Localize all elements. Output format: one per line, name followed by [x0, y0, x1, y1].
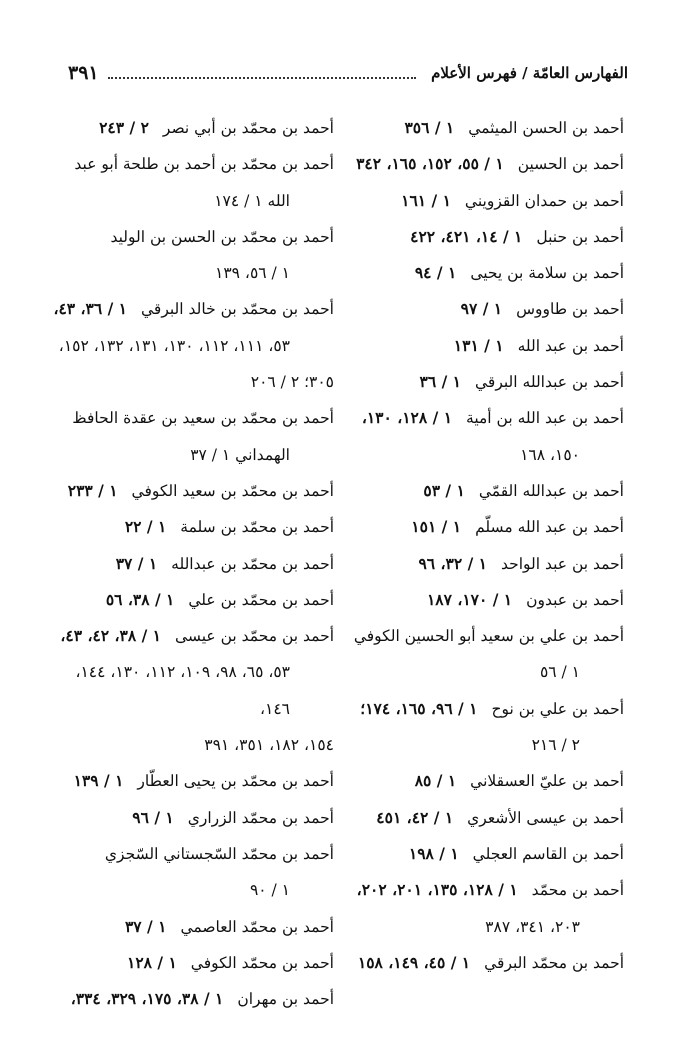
entry-name: أحمد بن علي بن سعيد أبو الحسين الكوفي — [353, 627, 624, 646]
index-entry — [352, 836, 624, 872]
index-entry — [352, 618, 624, 691]
entry-name: أحمد بن عبدالله البرقي — [475, 373, 624, 392]
index-entry — [42, 291, 334, 364]
entry-continuation: ١ / ٥٦، ١٣٩ — [215, 264, 290, 283]
entry-references: ٢ / ٢٤٣ — [99, 118, 149, 137]
entry-references: ١ / ١٧٠، ١٨٧ — [426, 589, 513, 609]
entry-name: أحمد بن محمّد الزراري — [187, 808, 334, 827]
entry-references: ١ / ٢٢ — [124, 517, 167, 537]
index-entry — [352, 509, 624, 545]
entry-name: أحمد بن الحسن الميثمي — [468, 119, 624, 137]
entry-name: أحمد بن عبد الله مسلّم — [475, 518, 624, 537]
index-entry — [42, 219, 334, 292]
index-entry — [352, 691, 624, 764]
entry-references: ١ / ٣٧ — [115, 553, 158, 573]
index-entry — [352, 183, 624, 219]
entry-references: ١ / ٩٧ — [460, 299, 503, 319]
entry-name: أحمد بن محمّد العاصمي — [180, 917, 334, 936]
entry-name: أحمد بن عليّ العسقلاني — [470, 772, 624, 791]
index-entry — [42, 400, 334, 473]
entry-references: ١ / ٩٦ — [132, 807, 174, 827]
index-column-left — [42, 110, 334, 1017]
index-column-right — [352, 110, 624, 981]
entry-references: ١ / ٤٢، ٤٥١ — [376, 807, 454, 827]
index-entry — [352, 364, 624, 400]
index-entry — [42, 509, 334, 545]
page-number: ٣٩١ — [68, 62, 99, 84]
header-dotted-leader — [108, 77, 416, 79]
entry-references: ١ / ١٣١ — [453, 335, 504, 355]
index-entry — [352, 291, 624, 327]
entry-name: أحمد بن القاسم العجلي — [472, 844, 624, 863]
index-entry — [42, 836, 334, 909]
entry-references: ١ / ٣٧ — [124, 916, 167, 936]
entry-references: ١ / ١٦١ — [401, 190, 451, 210]
index-entry — [42, 473, 334, 509]
index-entry — [352, 400, 624, 473]
entry-references: ١ / ١٥١ — [411, 517, 462, 537]
index-entry — [42, 110, 334, 146]
entry-name: أحمد بن محمّد بن علي — [188, 590, 334, 609]
entry-name: أحمد بن محمّد بن سعيد بن عقدة الحافظ — [72, 409, 334, 428]
entry-continuation: ١٥٠، ١٦٨ — [520, 445, 580, 464]
index-entry — [352, 763, 624, 799]
entry-name: أحمد بن محمّد بن يحيى العطّار — [137, 772, 334, 791]
entry-references: ١ / ١٢٨، ١٣٠، — [361, 408, 453, 428]
entry-name: أحمد بن محمّد بن عبدالله — [171, 554, 334, 573]
index-entry — [42, 909, 334, 945]
entry-references: ١ / ٣٨، ١٧٥، ٣٢٩، ٣٣٤، — [70, 989, 224, 1009]
entry-name: أحمد بن طاووس — [516, 300, 624, 319]
entry-name: أحمد بن عبد الله — [517, 336, 624, 355]
entry-name: أحمد بن محمّد بن خالد البرقي — [140, 300, 334, 319]
index-entry — [352, 328, 624, 364]
running-title: الفهارس العامّة / فهرس الأعلام — [431, 64, 628, 82]
entry-continuation: ١ / ٩٠ — [249, 881, 290, 900]
entry-references: ١ / ١٤، ٤٢١، ٤٢٢ — [410, 226, 523, 246]
index-entry — [352, 800, 624, 836]
page-header — [68, 60, 628, 86]
entry-name: أحمد بن محمّد بن أحمد بن طلحة أبو عبد — [74, 155, 334, 174]
entry-references: ١ / ١٩٨ — [408, 843, 459, 863]
entry-name: أحمد بن محمّد بن سعيد الكوفي — [131, 481, 334, 500]
entry-continuation: الهمداني ١ / ٣٧ — [190, 445, 290, 464]
entry-references: ١ / ١٣٩ — [73, 771, 124, 791]
index-entry — [42, 763, 334, 799]
index-entry — [352, 255, 624, 291]
entry-references: ١ / ٣٨، ٤٢، ٤٣، — [60, 626, 161, 646]
entry-name: أحمد بن مهران — [237, 990, 334, 1009]
entry-name: أحمد بن محمّد السّجستاني السّجزي — [104, 844, 334, 863]
entry-continuation: ٢٠٣، ٣٤١، ٣٨٧ — [485, 917, 580, 936]
index-entry — [352, 546, 624, 582]
entry-name: أحمد بن محمّد — [531, 881, 624, 900]
entry-references: ١ / ٤٥، ١٤٩، ١٥٨ — [357, 952, 471, 972]
entry-references: ١ / ٢٣٣ — [67, 480, 118, 500]
entry-name: أحمد بن عبدون — [526, 590, 624, 609]
entry-name: أحمد بن محمّد البرقي — [484, 953, 624, 972]
entry-continuation: الله ١ / ١٧٤ — [214, 191, 290, 210]
entry-references: ١ / ٨٥ — [414, 771, 457, 791]
index-entry — [352, 945, 624, 981]
entry-name: أحمد بن محمّد بن الحسن بن الوليد — [110, 227, 334, 246]
entry-continuation: ١٥٤، ١٨٢، ٣٥١، ٣٩١ — [204, 736, 334, 755]
entry-name: أحمد بن عبدالله القمّي — [478, 481, 624, 500]
index-entry — [352, 473, 624, 509]
entry-continuation: ١ / ٥٦ — [539, 663, 580, 682]
entry-name: أحمد بن عيسى الأشعري — [467, 808, 624, 827]
entry-references: ١ / ١٢٨، ١٣٥، ٢٠١، ٢٠٢، — [356, 880, 518, 900]
entry-continuation: ٥٣، ٦٥، ٩٨، ١٠٩، ١١٢، ١٣٠، ١٤٤، ١٤٦، — [75, 663, 290, 718]
entry-references: ١ / ٩٤ — [414, 263, 457, 283]
index-entry — [42, 945, 334, 981]
index-entry — [352, 146, 624, 182]
entry-references: ١ / ٥٥، ١٥٢، ١٦٥، ٣٤٢ — [356, 154, 504, 174]
entry-references: ١ / ١٢٨ — [127, 952, 177, 972]
entry-references: ١ / ٣٢، ٩٦ — [418, 553, 487, 573]
entry-name: أحمد بن محمّد بن عيسى — [175, 627, 334, 646]
index-entry — [352, 582, 624, 618]
entry-continuation: ٢ / ٢١٦ — [531, 736, 580, 755]
entry-name: أحمد بن محمّد بن أبي نصر — [162, 119, 334, 137]
index-entry — [352, 110, 624, 146]
entry-name: أحمد بن حنبل — [536, 227, 624, 246]
entry-name: أحمد بن محمّد الكوفي — [190, 953, 334, 972]
entry-references: ١ / ٣٦ — [419, 372, 461, 392]
entry-name: أحمد بن سلامة بن يحيى — [470, 264, 624, 283]
entry-references: ١ / ٣٥٦ — [404, 118, 455, 137]
entry-continuation: ٥٣، ١١١، ١١٢، ١٣٠، ١٣١، ١٣٢، ١٥٢، — [58, 336, 290, 355]
index-entry — [42, 800, 334, 836]
index-entry — [42, 727, 334, 763]
entry-name: أحمد بن الحسين — [517, 155, 624, 174]
entry-references: ١ / ٣٦، ٤٣، — [53, 299, 127, 319]
entry-name: أحمد بن محمّد بن سلمة — [180, 518, 334, 537]
entry-references: ١ / ٩٦، ١٦٥، ١٧٤؛ — [360, 698, 478, 718]
index-entry — [42, 146, 334, 219]
entry-name: أحمد بن عبد الواحد — [500, 554, 624, 573]
index-entry — [42, 981, 334, 1017]
index-entry — [42, 582, 334, 618]
entry-references: ١ / ٥٣ — [423, 480, 465, 500]
index-entry — [42, 364, 334, 400]
index-entry — [352, 872, 624, 945]
entry-continuation: ٣٠٥؛ ٢ / ٢٠٦ — [250, 373, 334, 392]
entry-name: أحمد بن علي بن نوح — [491, 699, 624, 718]
entry-references: ١ / ٣٨، ٥٦ — [105, 589, 175, 609]
index-entry — [42, 546, 334, 582]
entry-name: أحمد بن حمدان القزويني — [464, 191, 624, 210]
entry-name: أحمد بن عبد الله بن أمية — [466, 409, 624, 428]
index-entry — [42, 618, 334, 727]
index-entry — [352, 219, 624, 255]
